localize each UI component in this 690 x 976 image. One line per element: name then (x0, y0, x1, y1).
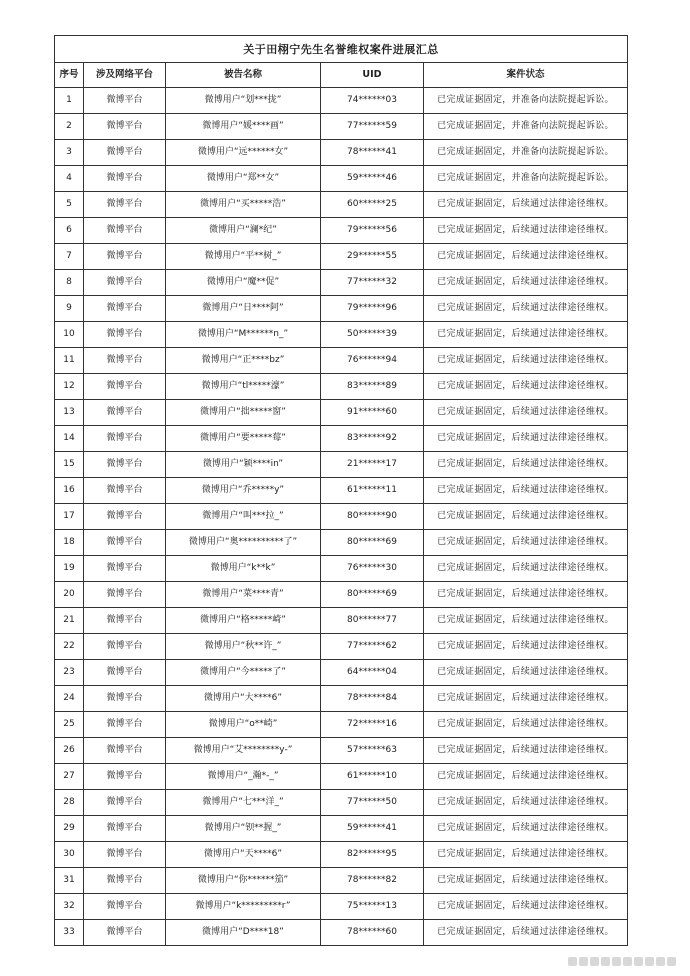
uid-cell: 78******84 (321, 686, 424, 712)
platform-cell: 微博平台 (84, 764, 166, 790)
uid-cell: 21******17 (321, 452, 424, 478)
table-row (55, 582, 628, 608)
row-number: 31 (55, 868, 84, 894)
account-cell: 微博用户“魔**促” (166, 270, 321, 296)
status-cell: 已完成证据固定，后续通过法律途径维权。 (424, 738, 628, 764)
status-cell: 已完成证据固定，后续通过法律途径维权。 (424, 296, 628, 322)
row-number: 22 (55, 634, 84, 660)
table-row (55, 920, 628, 946)
status-cell: 已完成证据固定，后续通过法律途径维权。 (424, 270, 628, 296)
header-platform: 涉及网络平台 (84, 63, 166, 88)
table-row (55, 530, 628, 556)
status-cell: 已完成证据固定，并准备向法院提起诉讼。 (424, 140, 628, 166)
row-number: 32 (55, 894, 84, 920)
account-cell: 微博用户“颖****in” (166, 452, 321, 478)
uid-cell: 80******90 (321, 504, 424, 530)
uid-cell: 61******11 (321, 478, 424, 504)
account-cell: 微博用户“拙*****窗” (166, 400, 321, 426)
uid-cell: 29******55 (321, 244, 424, 270)
uid-cell: 79******96 (321, 296, 424, 322)
row-number: 18 (55, 530, 84, 556)
account-cell: 微博用户“平**树_” (166, 244, 321, 270)
account-cell: 微博用户“艾********y-” (166, 738, 321, 764)
status-cell: 已完成证据固定，后续通过法律途径维权。 (424, 894, 628, 920)
account-cell: 微博用户“_瀚*-_” (166, 764, 321, 790)
account-cell: 微博用户“奥**********了” (166, 530, 321, 556)
account-cell: 微博用户“叫***拉_” (166, 504, 321, 530)
uid-cell: 59******41 (321, 816, 424, 842)
row-number: 21 (55, 608, 84, 634)
header-account: 被告名称 (166, 63, 321, 88)
row-number: 6 (55, 218, 84, 244)
row-number: 28 (55, 790, 84, 816)
table-row (55, 556, 628, 582)
uid-cell: 75******13 (321, 894, 424, 920)
account-cell: 微博用户“乔*****y” (166, 478, 321, 504)
platform-cell: 微博平台 (84, 244, 166, 270)
status-cell: 已完成证据固定，后续通过法律途径维权。 (424, 218, 628, 244)
status-cell: 已完成证据固定，后续通过法律途径维权。 (424, 920, 628, 946)
header-row (55, 63, 628, 88)
row-number: 30 (55, 842, 84, 868)
status-cell: 已完成证据固定，后续通过法律途径维权。 (424, 608, 628, 634)
platform-cell: 微博平台 (84, 140, 166, 166)
watermark (554, 954, 676, 968)
account-cell: 微博用户“澜*纪” (166, 218, 321, 244)
table-row (55, 426, 628, 452)
uid-cell: 57******63 (321, 738, 424, 764)
case-summary-document (54, 35, 627, 946)
platform-cell: 微博平台 (84, 270, 166, 296)
platform-cell: 微博平台 (84, 400, 166, 426)
status-cell: 已完成证据固定，后续通过法律途径维权。 (424, 322, 628, 348)
platform-cell: 微博平台 (84, 504, 166, 530)
table-row (55, 712, 628, 738)
status-cell: 已完成证据固定，后续通过法律途径维权。 (424, 790, 628, 816)
row-number: 5 (55, 192, 84, 218)
uid-cell: 74******03 (321, 88, 424, 114)
table-row (55, 608, 628, 634)
row-number: 25 (55, 712, 84, 738)
platform-cell: 微博平台 (84, 348, 166, 374)
table-row (55, 452, 628, 478)
account-cell: 微博用户“划***拢” (166, 88, 321, 114)
account-cell: 微博用户“今*****了” (166, 660, 321, 686)
status-cell: 已完成证据固定，并准备向法院提起诉讼。 (424, 114, 628, 140)
row-number: 3 (55, 140, 84, 166)
account-cell: 微博用户“买*****浩” (166, 192, 321, 218)
uid-cell: 77******62 (321, 634, 424, 660)
uid-cell: 91******60 (321, 400, 424, 426)
uid-cell: 78******41 (321, 140, 424, 166)
account-cell: 微博用户“你******笳” (166, 868, 321, 894)
uid-cell: 77******32 (321, 270, 424, 296)
status-cell: 已完成证据固定，后续通过法律途径维权。 (424, 816, 628, 842)
table-row (55, 348, 628, 374)
account-cell: 微博用户“o**崎” (166, 712, 321, 738)
table-row (55, 686, 628, 712)
uid-cell: 78******82 (321, 868, 424, 894)
platform-cell: 微博平台 (84, 296, 166, 322)
platform-cell: 微博平台 (84, 920, 166, 946)
platform-cell: 微博平台 (84, 426, 166, 452)
row-number: 10 (55, 322, 84, 348)
platform-cell: 微博平台 (84, 530, 166, 556)
account-cell: 微博用户“正****bz” (166, 348, 321, 374)
status-cell: 已完成证据固定，并准备向法院提起诉讼。 (424, 88, 628, 114)
table-row (55, 114, 628, 140)
row-number: 1 (55, 88, 84, 114)
table-row (55, 478, 628, 504)
platform-cell: 微博平台 (84, 374, 166, 400)
platform-cell: 微博平台 (84, 894, 166, 920)
table-row (55, 140, 628, 166)
uid-cell: 80******69 (321, 582, 424, 608)
row-number: 8 (55, 270, 84, 296)
status-cell: 已完成证据固定，后续通过法律途径维权。 (424, 764, 628, 790)
account-cell: 微博用户“媛****画” (166, 114, 321, 140)
row-number: 26 (55, 738, 84, 764)
platform-cell: 微博平台 (84, 634, 166, 660)
row-number: 27 (55, 764, 84, 790)
platform-cell: 微博平台 (84, 114, 166, 140)
status-cell: 已完成证据固定，后续通过法律途径维权。 (424, 582, 628, 608)
platform-cell: 微博平台 (84, 582, 166, 608)
platform-cell: 微博平台 (84, 608, 166, 634)
uid-cell: 64******04 (321, 660, 424, 686)
row-number: 14 (55, 426, 84, 452)
table-row (55, 842, 628, 868)
platform-cell: 微博平台 (84, 712, 166, 738)
status-cell: 已完成证据固定，后续通过法律途径维权。 (424, 660, 628, 686)
account-cell: 微博用户“格*****崎” (166, 608, 321, 634)
status-cell: 已完成证据固定，后续通过法律途径维权。 (424, 712, 628, 738)
status-cell: 已完成证据固定，后续通过法律途径维权。 (424, 842, 628, 868)
uid-cell: 72******16 (321, 712, 424, 738)
account-cell: 微博用户“D****18” (166, 920, 321, 946)
row-number: 16 (55, 478, 84, 504)
account-cell: 微博用户“远******女” (166, 140, 321, 166)
account-cell: 微博用户“郑**女” (166, 166, 321, 192)
status-cell: 已完成证据固定，后续通过法律途径维权。 (424, 530, 628, 556)
uid-cell: 77******59 (321, 114, 424, 140)
title-row (55, 36, 628, 63)
account-cell: 微博用户“七***洋_” (166, 790, 321, 816)
row-number: 7 (55, 244, 84, 270)
row-number: 29 (55, 816, 84, 842)
row-number: 13 (55, 400, 84, 426)
status-cell: 已完成证据固定，后续通过法律途径维权。 (424, 452, 628, 478)
uid-cell: 76******30 (321, 556, 424, 582)
status-cell: 已完成证据固定，后续通过法律途径维权。 (424, 400, 628, 426)
status-cell: 已完成证据固定，后续通过法律途径维权。 (424, 634, 628, 660)
account-cell: 微博用户“日****阿” (166, 296, 321, 322)
platform-cell: 微博平台 (84, 88, 166, 114)
account-cell: 微博用户“菜****青” (166, 582, 321, 608)
table-row (55, 374, 628, 400)
table-row (55, 660, 628, 686)
header-status: 案件状态 (424, 63, 628, 88)
status-cell: 已完成证据固定，后续通过法律途径维权。 (424, 192, 628, 218)
uid-cell: 79******56 (321, 218, 424, 244)
uid-cell: 83******89 (321, 374, 424, 400)
platform-cell: 微博平台 (84, 192, 166, 218)
platform-cell: 微博平台 (84, 790, 166, 816)
row-number: 12 (55, 374, 84, 400)
platform-cell: 微博平台 (84, 686, 166, 712)
status-cell: 已完成证据固定，后续通过法律途径维权。 (424, 478, 628, 504)
table-row (55, 218, 628, 244)
table-row (55, 504, 628, 530)
uid-cell: 82******95 (321, 842, 424, 868)
header-no: 序号 (55, 63, 84, 88)
table-row (55, 400, 628, 426)
status-cell: 已完成证据固定，后续通过法律途径维权。 (424, 348, 628, 374)
status-cell: 已完成证据固定，并准备向法院提起诉讼。 (424, 166, 628, 192)
account-cell: 微博用户“天****6” (166, 842, 321, 868)
uid-cell: 80******77 (321, 608, 424, 634)
uid-cell: 60******25 (321, 192, 424, 218)
row-number: 20 (55, 582, 84, 608)
row-number: 15 (55, 452, 84, 478)
table-row (55, 790, 628, 816)
status-cell: 已完成证据固定，后续通过法律途径维权。 (424, 504, 628, 530)
table-row (55, 322, 628, 348)
uid-cell: 50******39 (321, 322, 424, 348)
row-number: 11 (55, 348, 84, 374)
account-cell: 微博用户“M******n_” (166, 322, 321, 348)
row-number: 2 (55, 114, 84, 140)
uid-cell: 83******92 (321, 426, 424, 452)
platform-cell: 微博平台 (84, 322, 166, 348)
uid-cell: 76******94 (321, 348, 424, 374)
document-title: 关于田栩宁先生名誉维权案件进展汇总 (55, 36, 628, 63)
platform-cell: 微博平台 (84, 868, 166, 894)
status-cell: 已完成证据固定，后续通过法律途径维权。 (424, 374, 628, 400)
account-cell: 微博用户“k*********r” (166, 894, 321, 920)
account-cell: 微博用户“钡**握_” (166, 816, 321, 842)
uid-cell: 77******50 (321, 790, 424, 816)
table-row (55, 88, 628, 114)
table-row (55, 296, 628, 322)
table-row (55, 868, 628, 894)
account-cell: 微博用户“k**k” (166, 556, 321, 582)
table-row (55, 894, 628, 920)
table-row (55, 816, 628, 842)
row-number: 33 (55, 920, 84, 946)
platform-cell: 微博平台 (84, 842, 166, 868)
account-cell: 微博用户“大****6” (166, 686, 321, 712)
status-cell: 已完成证据固定，后续通过法律途径维权。 (424, 426, 628, 452)
table-row (55, 244, 628, 270)
table-row (55, 738, 628, 764)
status-cell: 已完成证据固定，后续通过法律途径维权。 (424, 868, 628, 894)
account-cell: 微博用户“tl*****濠” (166, 374, 321, 400)
uid-cell: 61******10 (321, 764, 424, 790)
platform-cell: 微博平台 (84, 738, 166, 764)
uid-cell: 59******46 (321, 166, 424, 192)
case-progress-table (54, 35, 628, 946)
uid-cell: 78******60 (321, 920, 424, 946)
header-uid: UID (321, 63, 424, 88)
platform-cell: 微博平台 (84, 218, 166, 244)
row-number: 23 (55, 660, 84, 686)
platform-cell: 微博平台 (84, 166, 166, 192)
platform-cell: 微博平台 (84, 660, 166, 686)
account-cell: 微博用户“要*****莓” (166, 426, 321, 452)
row-number: 19 (55, 556, 84, 582)
table-row (55, 764, 628, 790)
row-number: 24 (55, 686, 84, 712)
platform-cell: 微博平台 (84, 816, 166, 842)
platform-cell: 微博平台 (84, 452, 166, 478)
table-row (55, 166, 628, 192)
uid-cell: 80******69 (321, 530, 424, 556)
status-cell: 已完成证据固定，后续通过法律途径维权。 (424, 556, 628, 582)
platform-cell: 微博平台 (84, 556, 166, 582)
table-row (55, 634, 628, 660)
account-cell: 微博用户“秋**许_” (166, 634, 321, 660)
status-cell: 已完成证据固定，后续通过法律途径维权。 (424, 686, 628, 712)
platform-cell: 微博平台 (84, 478, 166, 504)
row-number: 9 (55, 296, 84, 322)
status-cell: 已完成证据固定，后续通过法律途径维权。 (424, 244, 628, 270)
row-number: 4 (55, 166, 84, 192)
table-row (55, 270, 628, 296)
row-number: 17 (55, 504, 84, 530)
table-row (55, 192, 628, 218)
